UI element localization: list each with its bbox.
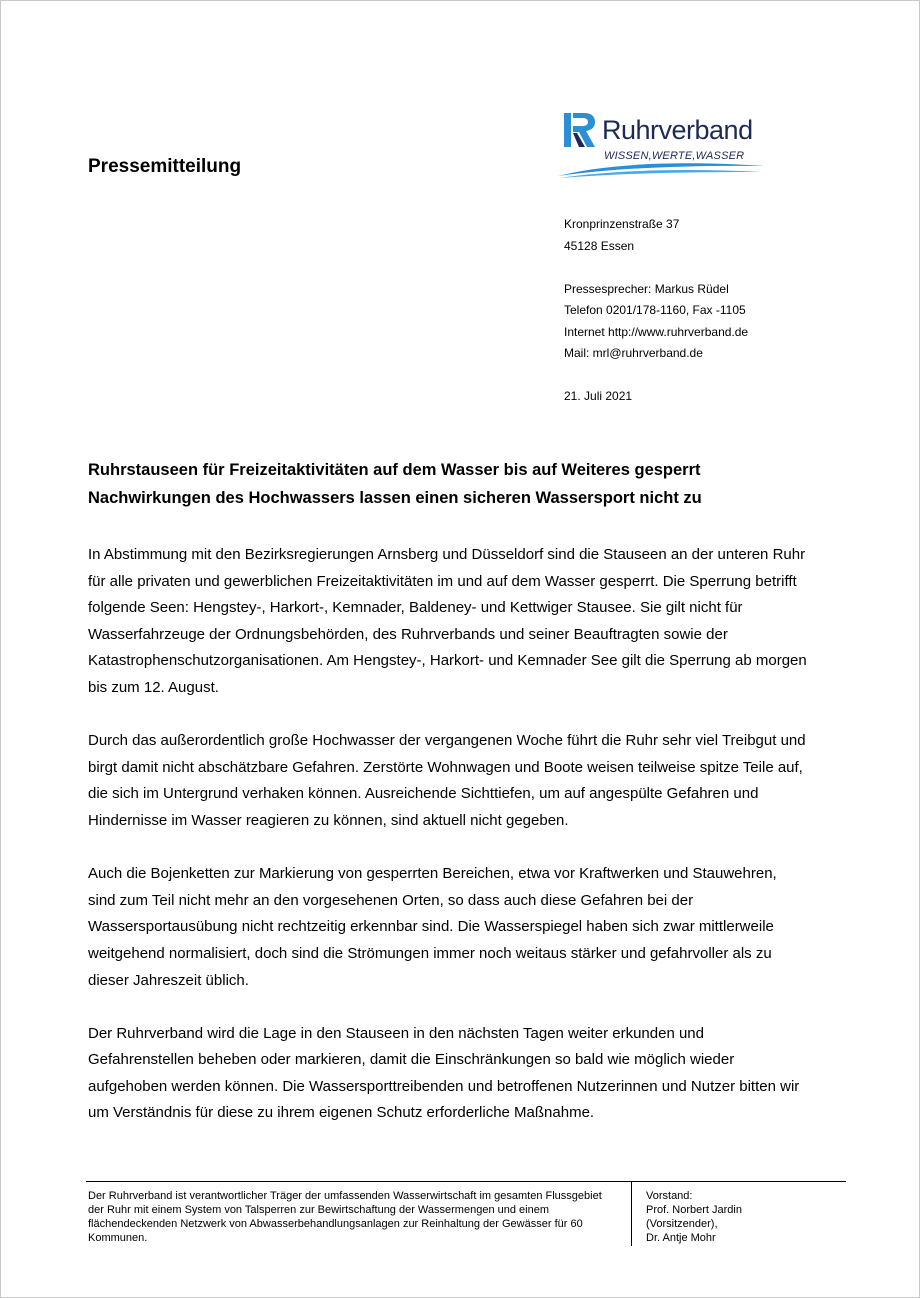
logo-swoosh-icon: [556, 156, 766, 178]
article-subheadline: Nachwirkungen des Hochwassers lassen einen sicheren Wassersport nicht zu: [88, 489, 702, 507]
body-paragraph: Der Ruhrverband wird die Lage in den Stauseen in den nächsten Tagen weiter erkunden und Gefahrenstellen beheben oder markieren, damit die Einschränkungen so bald wie möglich wieder aufgehoben werden können. Die Wassersporttreibenden und betroffenen Nutzerinnen und Nutzer bitten wir um Verständnis für diese zu ihrem eigenen Schutz erforderliche Maßnahme.: [88, 1024, 800, 1122]
logo-r-mark-icon: [564, 113, 596, 147]
release-date: 21. Juli 2021: [564, 389, 633, 403]
board-member: Dr. Antje Mohr: [646, 1232, 716, 1244]
footer-board: [646, 1189, 836, 1245]
article-headline: Ruhrstauseen für Freizeitaktivitäten auf dem Wasser bis auf Weiteres gesperrt: [88, 461, 701, 479]
contact-internet: Internet http://www.ruhrverband.de: [564, 324, 749, 339]
body-paragraph: Auch die Bojenketten zur Markierung von gesperrten Bereichen, etwa vor Kraftwerken und Stauwehren, sind zum Teil nicht mehr an den vorgesehenen Orten, so dass auch diese Gefahren bei der Wassersportausübung nicht rechtzeitig erkennbar sind. Die Wasserspiegel haben sich zwar mittlerweile weitgehend normalisiert, doch sind die Strömungen immer noch weitaus stärker und gefahrvoller als zu dieser Jahreszeit üblich.: [88, 865, 777, 989]
contact-phone: Telefon 0201/178-1160, Fax -1105: [564, 303, 746, 317]
footer-about: Der Ruhrverband ist verantwortlicher Träger der umfassenden Wasserwirtschaft im gesamten Flussgebiet der Ruhr mit einem System von Talsperren zur Bewirtschaftung der Wassermengen und einem flächendeckenden Netzwerk von Abwasserbehandlungsanlagen zur Reinhaltung der Gewässer für 60 Kommunen.: [88, 1190, 602, 1244]
footer-rule: [86, 1181, 846, 1182]
body-paragraph: Durch das außerordentlich große Hochwasser der vergangenen Woche führt die Ruhr sehr viel Treibgut und birgt damit nicht abschätzbare Gefahren. Zerstörte Wohnwagen und Boote weisen teilweise spitze Teile auf, die sich im Untergrund verhaken können. Ausreichende Sichttiefen, um auf angespülte Gefahren und Hindernisse im Wasser reagieren zu können, sind aktuell nicht gegeben.: [88, 732, 806, 829]
body-paragraph: In Abstimmung mit den Bezirksregierungen Arnsberg und Düsseldorf sind die Stauseen an der unteren Ruhr für alle privaten und gewerblichen Freizeitaktivitäten im und auf dem Wasser gesperrt. Die Sperrung betrifft folgende Seen: Hengstey-, Harkort-, Kemnader, Baldeney- und Kettwiger Stausee. Sie gilt nicht für Wasserfahrzeuge der Ordnungsbehörden, des Ruhrverbands und seiner Beauftragten sowie der Katastrophenschutzorganisationen. Am Hengstey-, Harkort- und Kemnader See gilt die Sperrung ab morgen bis zum 12. August.: [88, 546, 807, 696]
logo-tagline: WISSEN,WERTE,WASSER: [604, 150, 745, 162]
board-label: Vorstand:: [646, 1190, 693, 1202]
document-title: Pressemitteilung: [88, 156, 242, 177]
contact-block: [564, 214, 748, 408]
board-member-role: (Vorsitzender),: [646, 1218, 718, 1230]
board-member: Prof. Norbert Jardin: [646, 1204, 742, 1216]
article-body: [88, 542, 808, 1154]
footer-divider: [631, 1182, 632, 1246]
press-spokesperson: Pressesprecher: Markus Rüdel: [564, 281, 729, 296]
ruhrverband-logo: [556, 110, 766, 178]
address-city: 45128 Essen: [564, 238, 635, 253]
logo-wordmark: Ruhrverband: [602, 115, 753, 145]
address-street: Kronprinzenstraße 37: [564, 217, 680, 231]
contact-mail: Mail: mrl@ruhrverband.de: [564, 346, 703, 360]
